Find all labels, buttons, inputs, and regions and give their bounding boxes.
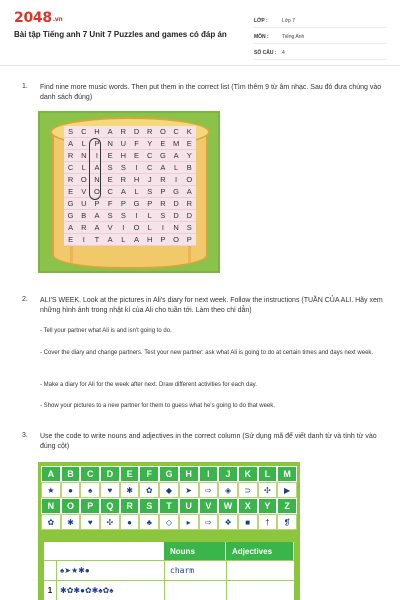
grid-letter[interactable]: E xyxy=(183,138,196,150)
code-letter: J xyxy=(218,466,238,482)
grid-letter[interactable]: S xyxy=(117,162,130,174)
grid-letter[interactable]: L xyxy=(77,162,90,174)
grid-letter[interactable]: R xyxy=(156,174,169,186)
grid-letter[interactable]: A xyxy=(170,150,183,162)
code-symbol: ● xyxy=(120,514,140,530)
grid-letter[interactable]: Y xyxy=(143,138,156,150)
grid-letter[interactable]: A xyxy=(104,234,117,246)
grid-letter[interactable]: P xyxy=(90,198,103,210)
grid-letter[interactable]: C xyxy=(143,150,156,162)
code-letter: V xyxy=(199,498,219,514)
grid-letter[interactable]: I xyxy=(77,234,90,246)
grid-letter[interactable]: A xyxy=(64,222,77,234)
grid-letter[interactable]: A xyxy=(90,210,103,222)
code-letter: K xyxy=(238,466,258,482)
code-table xyxy=(38,462,300,600)
code-letter: B xyxy=(61,466,81,482)
grid-letter[interactable]: S xyxy=(183,222,196,234)
grid-letter[interactable]: O xyxy=(77,174,90,186)
grid-letter[interactable]: E xyxy=(104,150,117,162)
grid-letter[interactable]: U xyxy=(117,138,130,150)
grid-letter[interactable]: U xyxy=(77,198,90,210)
meta-value: Lớp 7 xyxy=(282,17,296,24)
adjective-answer[interactable] xyxy=(232,580,294,600)
grid-letter[interactable]: C xyxy=(77,126,90,138)
meta-info xyxy=(254,14,386,62)
meta-key: LỚP : xyxy=(254,17,268,24)
code-symbol: ◇ xyxy=(159,514,179,530)
code-letter: E xyxy=(120,466,140,482)
code-symbol: † xyxy=(258,514,278,530)
code-letter: A xyxy=(41,466,61,482)
code-symbol: ◈ xyxy=(218,482,238,498)
col-divider xyxy=(164,560,165,600)
grid-letter[interactable]: E xyxy=(64,186,77,198)
meta-key: SỐ CÂU : xyxy=(254,49,277,56)
code-letter: P xyxy=(80,498,100,514)
grid-letter[interactable]: B xyxy=(77,210,90,222)
grid-letter[interactable]: R xyxy=(143,126,156,138)
col-divider xyxy=(226,560,227,600)
code-letter: R xyxy=(120,498,140,514)
code-letter: C xyxy=(80,466,100,482)
nouns-header: Nouns xyxy=(164,542,226,560)
code-symbol: ✣ xyxy=(100,514,120,530)
grid-letter[interactable]: H xyxy=(90,126,103,138)
grid-letter[interactable]: I xyxy=(130,162,143,174)
grid-letter[interactable]: O xyxy=(90,186,103,198)
grid-letter[interactable]: O xyxy=(156,126,169,138)
code-letter: U xyxy=(179,498,199,514)
code-symbol: ❖ xyxy=(218,514,238,530)
site-logo[interactable] xyxy=(14,10,62,26)
grid-letter[interactable]: L xyxy=(77,138,90,150)
grid-letter[interactable]: I xyxy=(130,210,143,222)
code-letter: D xyxy=(100,466,120,482)
grid-letter[interactable]: D xyxy=(130,126,143,138)
grid-letter[interactable]: K xyxy=(183,126,196,138)
grid-letter[interactable]: D xyxy=(170,198,183,210)
code-symbol: ▸ xyxy=(179,514,199,530)
code-symbol: ➤ xyxy=(179,482,199,498)
grid-letter[interactable]: V xyxy=(104,222,117,234)
grid-letter[interactable]: E xyxy=(104,174,117,186)
code-letter: F xyxy=(139,466,159,482)
grid-letter[interactable]: R xyxy=(77,222,90,234)
grid-letter[interactable]: C xyxy=(104,186,117,198)
coded-word: ✱✿✱●✿✱♠✿♠ xyxy=(60,585,114,595)
code-symbol: ♣ xyxy=(139,514,159,530)
grid-letter[interactable]: O xyxy=(130,222,143,234)
code-letter: L xyxy=(258,466,278,482)
noun-answer[interactable]: charm xyxy=(170,565,195,575)
grid-letter[interactable]: H xyxy=(130,174,143,186)
grid-letter[interactable]: A xyxy=(183,186,196,198)
grid-letter[interactable]: G xyxy=(170,186,183,198)
grid-letter[interactable]: R xyxy=(64,174,77,186)
code-symbol: ■ xyxy=(238,514,258,530)
grid-letter[interactable]: I xyxy=(156,222,169,234)
grid-letter[interactable]: N xyxy=(77,150,90,162)
code-letter: I xyxy=(199,466,219,482)
grid-letter[interactable]: S xyxy=(104,210,117,222)
code-key-grid xyxy=(41,466,297,530)
question-text: Find nine more music words. Then put them in the correct list (Tìm thêm 9 từ âm nhạc. Sau đó đưa chúng vào danh sách đúng) xyxy=(40,84,382,101)
grid-letter[interactable]: A xyxy=(156,162,169,174)
grid-letter[interactable]: A xyxy=(117,186,130,198)
grid-letter[interactable]: P xyxy=(143,198,156,210)
grid-letter[interactable]: L xyxy=(117,234,130,246)
grid-letter[interactable]: I xyxy=(90,150,103,162)
page-title: Bài tập Tiếng anh 7 Unit 7 Puzzles and games có đáp án xyxy=(14,30,227,39)
grid-letter[interactable]: A xyxy=(104,126,117,138)
row-number: 1 xyxy=(47,585,53,595)
grid-letter[interactable]: S xyxy=(104,162,117,174)
grid-letter[interactable]: B xyxy=(183,162,196,174)
grid-letter[interactable]: R xyxy=(64,150,77,162)
code-symbol: ⇨ xyxy=(199,514,219,530)
instruction-bullet: - Show your pictures to a new partner for them to guess what he's going to do that week. xyxy=(40,403,275,409)
code-symbol: ✿ xyxy=(139,482,159,498)
grid-letter[interactable]: P xyxy=(156,186,169,198)
grid-letter[interactable]: E xyxy=(130,150,143,162)
grid-letter[interactable]: A xyxy=(90,162,103,174)
grid-letter[interactable]: S xyxy=(64,126,77,138)
grid-letter[interactable]: C xyxy=(170,126,183,138)
page-header xyxy=(0,0,400,66)
grid-letter[interactable]: P xyxy=(90,138,103,150)
grid-letter[interactable]: E xyxy=(64,234,77,246)
grid-letter[interactable]: S xyxy=(143,186,156,198)
code-symbol: ⇨ xyxy=(199,482,219,498)
code-symbol: ✱ xyxy=(61,514,81,530)
code-letter: Z xyxy=(277,498,297,514)
grid-letter[interactable]: L xyxy=(143,210,156,222)
row-number xyxy=(44,560,56,580)
grid-letter[interactable]: G xyxy=(64,210,77,222)
grid-letter[interactable]: A xyxy=(90,222,103,234)
code-symbol: ♥ xyxy=(80,514,100,530)
grid-letter[interactable]: V xyxy=(77,186,90,198)
meta-key: MÔN : xyxy=(254,33,269,40)
word-search-puzzle xyxy=(38,111,220,273)
grid-letter[interactable]: A xyxy=(130,234,143,246)
grid-letter[interactable]: R xyxy=(156,198,169,210)
adjective-answer[interactable] xyxy=(232,560,294,580)
grid-letter[interactable]: S xyxy=(156,210,169,222)
grid-letter[interactable]: T xyxy=(90,234,103,246)
code-letter: N xyxy=(41,498,61,514)
code-symbol: ♥ xyxy=(100,482,120,498)
grid-letter[interactable]: C xyxy=(143,162,156,174)
grid-letter[interactable]: D xyxy=(183,210,196,222)
grid-letter[interactable]: N xyxy=(90,174,103,186)
grid-letter[interactable]: G xyxy=(130,198,143,210)
grid-letter[interactable]: H xyxy=(143,234,156,246)
instruction-bullet: - Cover the diary and change partners. Test your new partner: ask what Ali is going to do at certain times and days next week. xyxy=(40,350,374,356)
code-symbol: ◆ xyxy=(159,482,179,498)
question-number: 2. xyxy=(22,296,28,303)
adjectives-header: Adjectives xyxy=(226,542,294,560)
grid-letter[interactable]: L xyxy=(143,222,156,234)
code-letter: S xyxy=(139,498,159,514)
word-search-grid xyxy=(64,126,196,246)
grid-letter[interactable]: F xyxy=(130,138,143,150)
code-letter: W xyxy=(218,498,238,514)
code-letter: Y xyxy=(258,498,278,514)
code-letter: O xyxy=(61,498,81,514)
grid-letter[interactable]: R xyxy=(117,126,130,138)
meta-row-count xyxy=(254,46,386,60)
grid-letter[interactable]: Y xyxy=(183,150,196,162)
grid-letter[interactable]: L xyxy=(130,186,143,198)
code-letter: G xyxy=(159,466,179,482)
logo-suffix: .vn xyxy=(52,16,63,23)
grid-letter[interactable]: F xyxy=(104,198,117,210)
code-symbol: ❡ xyxy=(277,514,297,530)
question-number: 3. xyxy=(22,432,28,439)
code-letter: X xyxy=(238,498,258,514)
grid-letter[interactable]: J xyxy=(143,174,156,186)
grid-letter[interactable]: O xyxy=(170,234,183,246)
code-letter: T xyxy=(159,498,179,514)
col-divider xyxy=(56,560,57,600)
code-symbol: ✱ xyxy=(120,482,140,498)
grid-letter[interactable]: G xyxy=(64,198,77,210)
meta-value: Tiếng Anh xyxy=(282,33,305,40)
meta-value: 4 xyxy=(282,49,285,56)
code-symbol: ♠ xyxy=(80,482,100,498)
grid-letter[interactable]: E xyxy=(156,138,169,150)
grid-letter[interactable]: D xyxy=(170,210,183,222)
coded-word: ♠➤★✱● xyxy=(60,565,90,575)
meta-row-subject xyxy=(254,30,386,44)
instruction-bullet: - Make a diary for Ali for the week after next. Draw different activities for each day. xyxy=(40,382,257,388)
grid-letter[interactable]: L xyxy=(170,162,183,174)
grid-letter[interactable]: C xyxy=(64,162,77,174)
grid-letter[interactable]: N xyxy=(104,138,117,150)
grid-letter[interactable]: R xyxy=(183,198,196,210)
code-symbol: ✿ xyxy=(41,514,61,530)
grid-letter[interactable]: G xyxy=(156,150,169,162)
grid-letter[interactable]: O xyxy=(183,174,196,186)
grid-letter[interactable]: P xyxy=(156,234,169,246)
code-symbol: ▶ xyxy=(277,482,297,498)
grid-letter[interactable]: A xyxy=(64,138,77,150)
answer-table xyxy=(44,542,294,600)
code-letter: H xyxy=(179,466,199,482)
grid-letter[interactable]: N xyxy=(170,222,183,234)
code-letter: M xyxy=(277,466,297,482)
question-text: Use the code to write nouns and adjectives in the correct column (Sử dụng mã để viết danh từ và tính từ vào đúng cột) xyxy=(40,433,377,450)
noun-answer[interactable] xyxy=(170,580,226,600)
grid-letter[interactable]: S xyxy=(117,210,130,222)
code-symbol: ● xyxy=(61,482,81,498)
grid-letter[interactable]: M xyxy=(170,138,183,150)
code-letter: Q xyxy=(100,498,120,514)
logo-text: 2048 xyxy=(14,10,52,26)
circled-word xyxy=(89,138,101,200)
code-symbol: ⊃ xyxy=(238,482,258,498)
code-symbol: ✣ xyxy=(258,482,278,498)
grid-letter[interactable]: H xyxy=(117,150,130,162)
question-text: ALI'S WEEK. Look at the pictures in Ali's diary for next week. Follow the instructions (TUẦN CỦA ALI. Hãy xem những hình ảnh trong nhật kí của Ali cho tuần tới. Làm theo chỉ dẫn) xyxy=(40,297,383,314)
meta-row-class xyxy=(254,14,386,28)
code-symbol: ★ xyxy=(41,482,61,498)
grid-letter[interactable]: R xyxy=(117,174,130,186)
grid-letter[interactable]: I xyxy=(170,174,183,186)
grid-letter[interactable]: P xyxy=(183,234,196,246)
grid-letter[interactable]: P xyxy=(117,198,130,210)
question-number: 1. xyxy=(22,83,28,90)
grid-letter[interactable]: I xyxy=(117,222,130,234)
instruction-bullet: - Tell your partner what Ali is and isn't going to do. xyxy=(40,328,172,334)
